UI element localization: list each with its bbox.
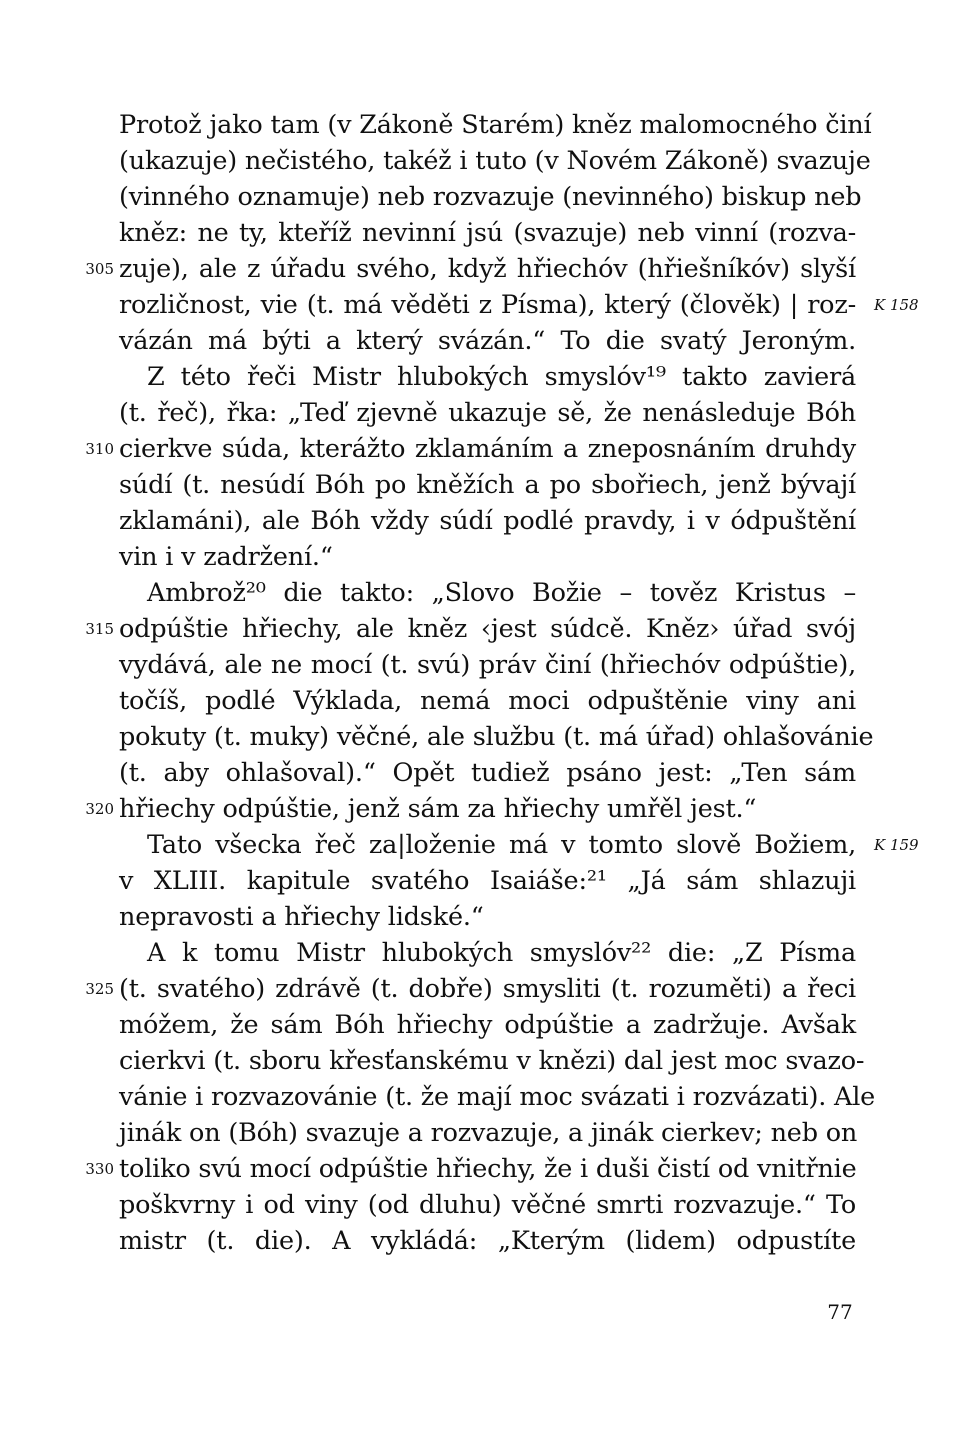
text-line: vin i v zadržení.“ bbox=[119, 542, 333, 572]
page-number: 77 bbox=[827, 1300, 853, 1324]
text-line: rozličnost, vie (t. má věděti z Písma), který (člověk) | roz- bbox=[119, 290, 856, 320]
line-number: 320 bbox=[85, 800, 114, 818]
margin-reference: K 158 bbox=[874, 296, 919, 314]
margin-reference: K 159 bbox=[874, 836, 919, 854]
text-line: vydává, ale ne mocí (t. svú) práv činí (hřiechóv odpúštie), bbox=[119, 650, 856, 680]
text-line: hřiechy odpúštie, jenž sám za hřiechy umřěl jest.“ bbox=[119, 794, 757, 824]
text-line: odpúštie hřiechy, ale kněz ‹jest súdcě. Kněz› úřad svój bbox=[119, 614, 856, 644]
text-line: zuje), ale z úřadu svého, když hřiechóv (hřiešníkóv) slyší bbox=[119, 254, 856, 284]
text-line: cierkvi (t. sboru křesťanskému v knězi) dal jest moc svazo- bbox=[119, 1046, 865, 1076]
text-line: cierkve súda, kterážto zklamáním a zneposnáním druhdy bbox=[119, 434, 856, 464]
text-line: Ambrož²⁰ die takto: „Slovo Božie – tověz Kristus – bbox=[147, 578, 856, 608]
text-line: A k tomu Mistr hlubokých smyslóv²² die: „Z Písma bbox=[147, 938, 856, 968]
text-line: (t. svatého) zdrávě (t. dobře) smysliti (t. rozuměti) a řeci bbox=[119, 974, 856, 1004]
text-line: nepravosti a hřiechy lidské.“ bbox=[119, 902, 484, 932]
text-line: Z této řeči Mistr hlubokých smyslóv¹⁹ takto zavierá bbox=[147, 362, 856, 392]
text-line: kněz: ne ty, kteříž nevinní jsú (svazuje) neb vinní (rozva- bbox=[119, 218, 856, 248]
line-number: 325 bbox=[85, 980, 114, 998]
text-line: zklamáni), ale Bóh vždy súdí podlé pravdy, i v ódpuštění bbox=[119, 506, 856, 536]
text-line: (t. řeč), řka: „Teď zjevně ukazuje sě, že nenásleduje Bóh bbox=[119, 398, 856, 428]
line-number: 310 bbox=[85, 440, 114, 458]
text-line: móžem, že sám Bóh hřiechy odpúštie a zadržuje. Avšak bbox=[119, 1010, 856, 1040]
text-line: vánie i rozvazovánie (t. že mají moc svázati i rozvázati). Ale bbox=[119, 1082, 876, 1112]
line-number: 330 bbox=[85, 1160, 114, 1178]
text-line: (vinného oznamuje) neb rozvazuje (nevinného) biskup neb bbox=[119, 182, 862, 212]
text-line: (t. aby ohlašoval).“ Opět tudiež psáno jest: „Ten sám bbox=[119, 758, 856, 788]
text-line: Protož jako tam (v Zákoně Starém) kněz malomocného činí bbox=[119, 110, 872, 140]
line-number: 315 bbox=[85, 620, 114, 638]
text-line: poškvrny i od viny (od dluhu) věčné smrti rozvazuje.“ To bbox=[119, 1190, 856, 1220]
line-number: 305 bbox=[85, 260, 114, 278]
text-line: súdí (t. nesúdí Bóh po kněžích a po sbořiech, jenž bývají bbox=[119, 470, 856, 500]
text-line: Tato všecka řeč za|loženie má v tomto slově Božiem, bbox=[147, 830, 856, 860]
text-line: točíš, podlé Výklada, nemá moci odpuštěnie viny ani bbox=[119, 686, 856, 716]
text-line: toliko svú mocí odpúštie hřiechy, že i duši čistí od vnitřnie bbox=[119, 1154, 857, 1184]
text-line: pokuty (t. muky) věčné, ale službu (t. má úřad) ohlašovánie bbox=[119, 722, 874, 752]
text-line: mistr (t. die). A vykládá: „Kterým (lidem) odpustíte bbox=[119, 1226, 856, 1256]
text-line: v XLIII. kapitule svatého Isaiáše:²¹ „Já sám shlazuji bbox=[119, 866, 856, 896]
text-line: vázán má býti a který svázán.“ To die svatý Jeroným. bbox=[119, 326, 856, 356]
text-line: jinák on (Bóh) svazuje a rozvazuje, a jinák cierkev; neb on bbox=[119, 1118, 858, 1148]
text-line: (ukazuje) nečistého, takéž i tuto (v Novém Zákoně) svazuje bbox=[119, 146, 871, 176]
